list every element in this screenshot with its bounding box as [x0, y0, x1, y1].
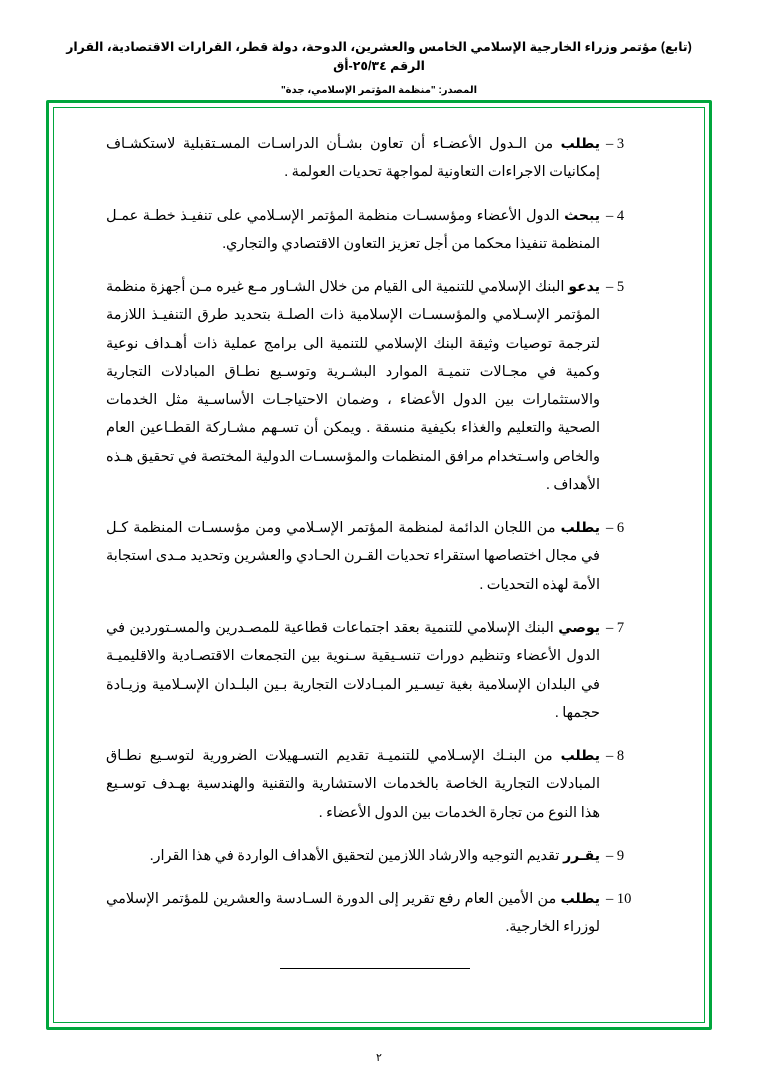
clause-text: [106, 614, 600, 727]
clause-body-text: من اللجان الدائمة لمنظمة المؤتمر الإسـلامي ومن مؤسسـات المنظمة كـل في مجال اختصاصها استقراء تحديات القـرن الحـادي والعشرين وتحديد مـدى استجابة الأمة لهذه التحديات .: [106, 520, 600, 593]
clause-item: [106, 273, 644, 499]
clause-body-text: البنك الإسلامي للتنمية الى القيام من خلال الشـاور مـع غيره مـن أجهزة منظمة المؤتمر الإسـلامي والمؤسسـات الإسلامية ذات الصلـة بتحديد طرق التنفيـذ اللازمة لترجمة توصيات وثيقة البنك الإسلامي للتنمية الى برامج عملية ذات أهـداف نوعية وكمية في مجـالات تنميـة الموارد البشـرية وتوسـيع نطـاق المبادلات التجارية والاستثمارات بين الدول الأعضاء ، وضمان الاحتياجـات الأساسـية مثل الخدمات الصحية والتعليم والغذاء بكيفية منسقة . ويمكن أن تسـهم مشـاركة القطـاعين العام والخاص واسـتخدام مرافق المنظمات والمؤسسـات الدولية المختصة في تحقيق هـذه الأهداف .: [106, 279, 600, 493]
clause-body-text: تقديم التوجيه والارشاد اللازمين لتحقيق الأهداف الواردة في هذا القرار.: [149, 847, 564, 864]
clause-text: [106, 885, 600, 942]
clause-verb: يطلب: [560, 519, 600, 536]
clause-body-text: البنك الإسلامي للتنمية بعقد اجتماعات قطاعية للمصـدرين والمسـتوردين في الدول الأعضاء وتنظيم دورات تنسـيقية سـنوية بين التجمعات الاقتصـادية والاقليميـة في البلدان الإسلامية بغية تيسـير المبـادلات التجارية بـين البلـدان الإسـلامية وزيـادة حجمها .: [106, 619, 600, 721]
clause-verb: يطلب: [560, 890, 600, 907]
section-divider: [280, 968, 470, 969]
page-number: ٢: [376, 1052, 382, 1064]
page-footer: [0, 1051, 758, 1064]
clause-number: 6 –: [606, 520, 625, 537]
clause-body-text: من الـدول الأعضـاء أن تعاون بشـأن الدراسـات المسـتقبلية لاستكشـاف إمكانيات الاجراءات التعاونية لمواجهة تحديات العولمة .: [106, 136, 600, 181]
clause-text: [106, 273, 600, 499]
content-frame-inner: [53, 107, 705, 1023]
clause-number: 10 –: [606, 891, 632, 908]
clause-verb: يوصي: [558, 618, 600, 635]
clause-verb: يطلب: [560, 135, 600, 151]
clause-text: [106, 202, 600, 259]
clause-item: [106, 202, 644, 259]
clause-body-text: الدول الأعضاء ومؤسسـات منظمة المؤتمر الإسـلامي على تنفيـذ خطـة عمـل المنظمة تنفيذا محكما من أجل تعزيز التعاون الاقتصادي والتجاري.: [106, 207, 600, 252]
clause-item: [106, 514, 644, 599]
clause-number: 5 –: [606, 279, 625, 296]
header-source: المصدر: "منظمة المؤتمر الإسلامي، جدة": [280, 84, 478, 96]
clause-number: 3 –: [606, 136, 625, 152]
clause-text: [106, 842, 600, 870]
clause-item: [106, 842, 644, 870]
clause-text: [106, 130, 600, 187]
clause-text: [106, 742, 600, 827]
clause-verb: يبحث: [564, 206, 600, 223]
content-frame-outer: [46, 100, 712, 1030]
clause-verb: يدعو: [568, 278, 600, 295]
header-title: (تابع) مؤتمر وزراء الخارجية الإسلامي الخامس والعشرين، الدوحة، دولة قطر، القرارات الاقتصادية، القرار الرقم ٢٥/٣٤-أق: [66, 40, 692, 73]
clause-item: [106, 885, 644, 942]
page-header: [0, 0, 758, 99]
clause-text: [106, 514, 600, 599]
clause-item: [106, 614, 644, 727]
clause-body-text: من الأمين العام رفع تقرير إلى الدورة السـادسة والعشرين للمؤتمر الإسلامي لوزراء الخارجية.: [106, 891, 600, 936]
clause-verb: يقـرر: [563, 846, 600, 863]
clause-item: [106, 130, 644, 187]
clause-number: 7 –: [606, 619, 625, 636]
clause-item: [106, 742, 644, 827]
clause-number: 9 –: [606, 847, 625, 864]
clause-verb: يطلب: [560, 747, 600, 764]
clause-number: 8 –: [606, 748, 625, 765]
clause-body-text: من البنـك الإسـلامي للتنميـة تقديم التسـهيلات الضرورية لتوسـيع نطـاق المبادلات التجارية الخاصة بالخدمات الاستشارية والتقنية والهندسية بهـدف توسـيع هذا النوع من تجارة الخدمات بين الدول الأعضاء .: [106, 748, 600, 821]
clause-number: 4 –: [606, 207, 625, 224]
